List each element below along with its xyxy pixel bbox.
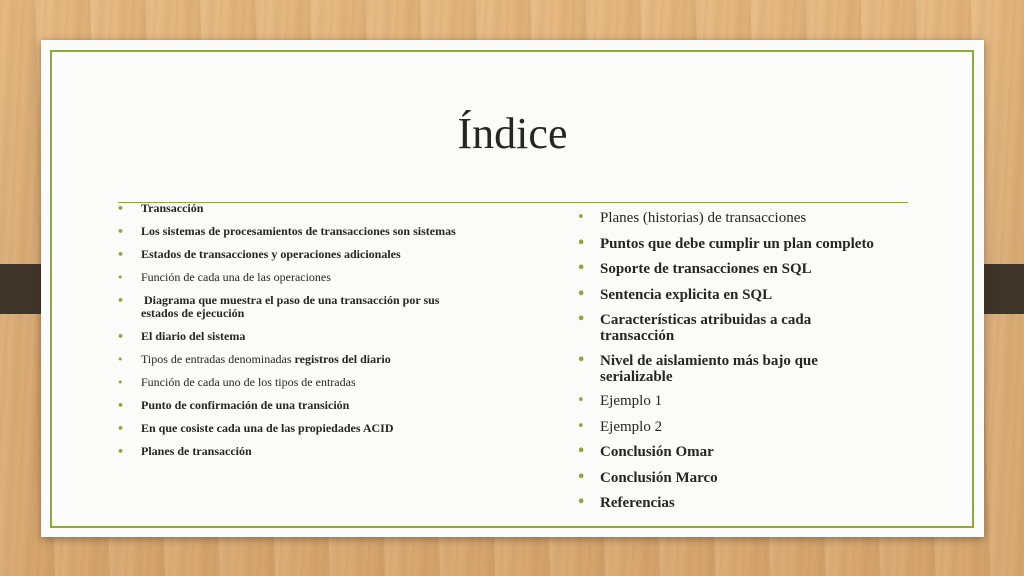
bullet-icon: •: [117, 271, 124, 284]
bullet-icon: •: [117, 422, 125, 435]
bullet-icon: •: [577, 235, 586, 251]
list-item: [577, 287, 907, 303]
bullet-icon: •: [117, 202, 125, 215]
bullet-icon: •: [117, 445, 125, 458]
bullet-icon: •: [577, 261, 586, 276]
list-item-text: Sentencia explicita en SQL: [600, 286, 773, 303]
list-item-text: Estados de transacciones y operaciones adicionales: [141, 247, 401, 261]
list-item: [117, 202, 477, 215]
bullet-icon: •: [577, 312, 586, 327]
right-index-list: [577, 210, 907, 521]
bullet-icon: •: [117, 330, 125, 343]
list-item-text: Diagrama que muestra el paso de una transacción por sus estados de ejecución: [141, 293, 443, 320]
list-item: [577, 210, 907, 226]
list-item: [117, 422, 477, 435]
slide-title: Índice: [457, 109, 568, 158]
list-item: [117, 330, 477, 343]
list-item-text: Referencias: [600, 495, 675, 511]
list-item: [117, 225, 477, 238]
list-item: [577, 470, 907, 486]
list-item-text: Transacción: [141, 201, 204, 215]
bullet-icon: •: [117, 353, 124, 366]
list-item-bold-text: registros del diario: [294, 352, 391, 366]
list-item: [117, 353, 477, 366]
list-item: [117, 445, 477, 458]
list-item: [577, 353, 860, 385]
list-item-text: Conclusión Omar: [600, 444, 714, 460]
list-item: [577, 261, 907, 277]
list-item-text: Conclusión Marco: [600, 469, 718, 486]
list-item: [117, 294, 477, 320]
bullet-icon: •: [577, 286, 586, 302]
list-item-text: Planes (historias) de transacciones: [600, 210, 807, 226]
bullet-icon: •: [577, 495, 586, 510]
list-item: [117, 399, 477, 412]
list-item-text: Tipos de entradas denominadas: [141, 352, 295, 366]
list-item-text: Características atribuidas a cada transacción: [600, 312, 812, 344]
list-item: [577, 444, 907, 460]
bullet-icon: •: [577, 418, 585, 434]
bullet-icon: •: [577, 393, 585, 408]
list-item-text: Nivel de aislamiento más bajo que serializable: [600, 352, 818, 385]
left-index-list: [117, 202, 477, 468]
list-item: [577, 419, 907, 435]
bullet-icon: •: [577, 352, 586, 368]
list-item: [577, 393, 907, 409]
list-item-text: Soporte de transacciones en SQL: [600, 261, 812, 277]
bullet-icon: •: [117, 376, 124, 389]
list-item-text: Los sistemas de procesamientos de transacciones son sistemas: [141, 224, 456, 238]
bullet-icon: •: [117, 399, 125, 412]
list-item-text: Ejemplo 2: [600, 418, 663, 435]
list-item-text: Puntos que debe cumplir un plan completo: [600, 235, 874, 252]
bullet-icon: •: [117, 225, 125, 238]
list-item-text: Ejemplo 1: [600, 393, 663, 409]
bullet-icon: •: [117, 294, 125, 307]
list-item: [577, 236, 907, 252]
list-item: [577, 495, 907, 511]
list-item: [117, 248, 477, 261]
list-item: [577, 312, 840, 344]
list-item-text: Función de cada uno de los tipos de entradas: [141, 375, 356, 389]
list-item-text: Punto de confirmación de una transición: [141, 398, 350, 412]
bullet-icon: •: [117, 248, 125, 261]
list-item: [117, 376, 477, 389]
list-item: [117, 271, 477, 284]
bullet-icon: •: [577, 444, 586, 459]
list-item-text: El diario del sistema: [141, 329, 246, 343]
bullet-icon: •: [577, 469, 586, 485]
list-item-text: Función de cada una de las operaciones: [141, 270, 331, 284]
list-item-text: En que cosiste cada una de las propiedades ACID: [141, 421, 394, 435]
bullet-icon: •: [577, 210, 585, 225]
list-item-text: Planes de transacción: [141, 444, 252, 458]
